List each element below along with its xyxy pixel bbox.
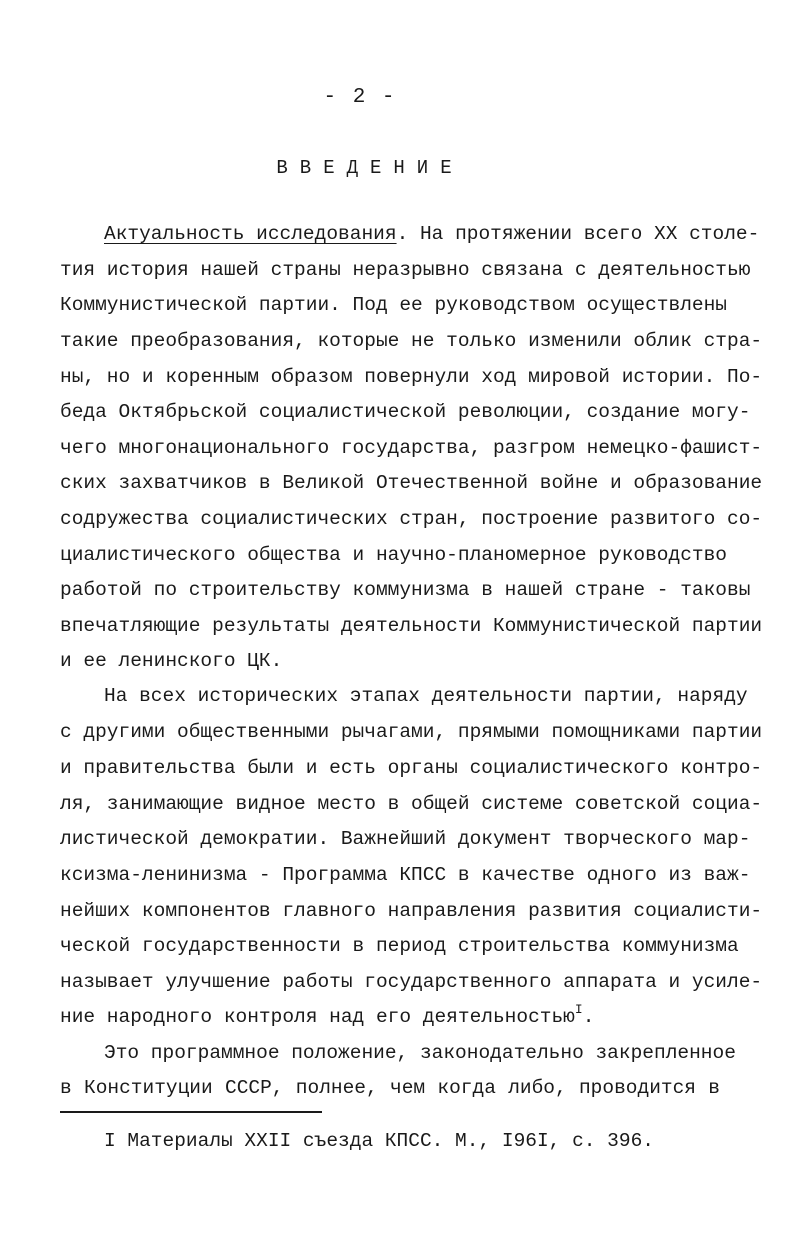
footnote: I Материалы XXII съезда КПСС. М., I96I, с. 396. [104,1130,654,1152]
paragraph-1-line-6: беда Октябрьской социалистической революции, создание могу- [60,401,751,423]
paragraph-1-line-2: тия история нашей страны неразрывно связана с деятельностью [60,259,751,281]
paragraph-1-line-7: чего многонационального государства, разгром немецко-фашист- [60,437,763,459]
paragraph-3-line-2: в Конституции СССР, полнее, чем когда либо, проводится в [60,1077,720,1099]
paragraph-2-line-2: с другими общественными рычагами, прямыми помощниками партии [60,721,763,743]
paragraph-1-line-3: Коммунистической партии. Под ее руководством осуществлены [60,294,728,316]
lead-term: Актуальность исследования [104,223,397,245]
paragraph-1-line-11: работой по строительству коммунизма в нашей стране - таковы [60,579,751,601]
paragraph-2-line-10 [60,1002,720,1032]
paragraph-3-line-1: Это программное положение, законодательно закрепленное [104,1042,736,1064]
paragraph-1-line-10: циалистического общества и научно-планомерное руководство [60,544,728,566]
paragraph-2-line-8: ческой государственности в период строительства коммунизма [60,935,739,957]
paragraph-1-line-4: такие преобразования, которые не только изменили облик стра- [60,330,763,352]
paragraph-1-line-8: ских захватчиков в Великой Отечественной войне и образование [60,472,763,494]
paragraph-2-line-1: На всех исторических этапах деятельности партии, наряду [104,685,748,707]
paragraph-2-line-9: называет улучшение работы государственного аппарата и усиле- [60,971,763,993]
paragraph-2-line-6: ксизма-ленинизма - Программа КПСС в качестве одного из важ- [60,864,751,886]
end-punctuation: . [582,1006,595,1028]
text-fragment: . На протяжении всего XX столе- [396,223,760,245]
paragraph-1-line-9: содружества социалистических стран, построение развитого со- [60,508,763,530]
section-heading: ВВЕДЕНИЕ [276,157,464,179]
paragraph-2-line-5: листической демократии. Важнейший документ творческого мар- [60,828,751,850]
paragraph-2-line-3: и правительства были и есть органы социалистического контро- [60,757,763,779]
paragraph-1-line-13: и ее ленинского ЦК. [60,650,283,672]
footnote-separator [60,1111,322,1113]
footnote-reference[interactable]: I [574,1002,583,1017]
text-fragment: ние народного контроля над его деятельностью [60,1006,575,1028]
paragraph-2-line-7: нейших компонентов главного направления развития социалисти- [60,900,763,922]
page-number: - 2 - [323,86,397,109]
paragraph-2-line-4: ля, занимающие видное место в общей системе советской социа- [60,793,763,815]
paragraph-1-line-5: ны, но и коренным образом повернули ход мировой истории. По- [60,366,763,388]
paragraph-1-line-12: впечатляющие результаты деятельности Коммунистической партии [60,615,763,637]
paragraph-1-line-1 [104,219,760,249]
